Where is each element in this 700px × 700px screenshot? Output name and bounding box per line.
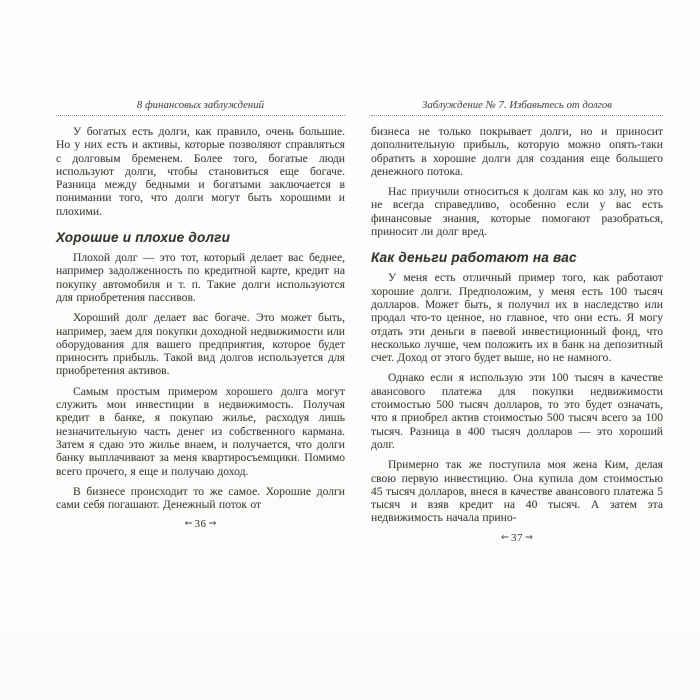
page-number: 37	[511, 531, 523, 544]
paragraph: бизнеса не только покрывает долги, но и приносит дополнительную прибыль, которую можно опять-таки обратить в хорошие долги для создания еще большего денежного потока.	[371, 125, 663, 178]
left-page	[56, 99, 345, 532]
paragraph: В бизнесе происходит то же самое. Хорошие долги сами себя погашают. Денежный поток от	[56, 484, 345, 512]
page-ornament-right-icon: ⇝	[525, 532, 533, 543]
paragraph: У меня есть отличный пример того, как работают хорошие долги. Предположим, у меня есть 100 тысяч долларов. Может быть, я получил их в наследство или продал что-то ценное, но главное, что они есть. Я могу отдать эти деньги в паевой инвестиционный фонд, что несколько лучше, чем положить их в банк на депозитный счет. Доход от этого будет выше, но не намного.	[371, 271, 663, 365]
running-head-left: 8 финансовых заблуждений	[56, 99, 345, 116]
paragraph: Хороший долг делает вас богаче. Это может быть, например, заем для покупки доходной недвижимости или оборудования для вашего предприятия, которое будет приносить прибыль. Такой вид долгов используется для приобретения активов.	[56, 311, 345, 378]
right-page	[371, 99, 663, 546]
paragraph: Однако если я использую эти 100 тысяч в качестве авансового платежа для покупки недвижимости стоимостью 500 тысяч долларов, то это будет означать, что я приобрел актив стоимостью 500 тысяч всего за 100 тысяч. Разница в 400 тысяч долларов — это хороший долг.	[371, 371, 663, 451]
paragraph: Примерно так же поступила моя жена Ким, делая свою первую инвестицию. Она купила дом стоимостью 45 тысяч долларов, внеся в качестве авансового платежа 5 тысяч и взяв кредит на 40 тысяч. А затем эта недвижимость начала прино-	[371, 458, 663, 525]
paragraph: Самым простым примером хорошего долга могут служить мои инвестиции в недвижимость. Получая кредит в банке, я покупаю жилье, расходуя лишь незначительную часть денег из собственного кармана. Затем я сдаю это жилье внаем, и получается, что долги банку выплачивают за меня квартиросъемщики. Помимо всего прочего, я еще и получаю доход.	[56, 384, 345, 478]
page-ornament-left-icon: ⇜	[501, 532, 509, 543]
section-heading: Как деньги работают на вас	[371, 250, 577, 266]
right-page-text	[371, 125, 663, 525]
page-footer-right	[371, 532, 663, 546]
running-head-right: Заблуждение № 7. Избавьтесь от долгов	[371, 99, 663, 116]
page-ornament-left-icon: ⇜	[184, 519, 193, 530]
page-number: 36	[194, 518, 207, 531]
paragraph: У богатых есть долги, как правило, очень большие. Но у них есть и активы, которые позволяют справляться с долговым бременем. Более того, богатые люди используют долги, чтобы становиться еще богаче. Разница между бедными и богатыми заключается в понимании того, что долги могут быть хорошими и плохими.	[56, 125, 345, 218]
page-footer-left	[56, 518, 345, 532]
left-page-text	[56, 125, 345, 511]
paragraph: Нас приучили относиться к долгам как ко злу, но это не всегда справедливо, особенно если у вас есть финансовые знания, которые помогают разобраться, приносит ли долг вред.	[371, 185, 663, 239]
page-ornament-right-icon: ⇝	[208, 519, 217, 530]
section-heading: Хорошие и плохие долги	[56, 230, 231, 246]
paragraph: Плохой долг — это тот, который делает вас беднее, например задолженность по кредитной карте, кредит на покупку автомобиля и т. п. Такие долги используются для приобретения пассивов.	[56, 251, 345, 304]
